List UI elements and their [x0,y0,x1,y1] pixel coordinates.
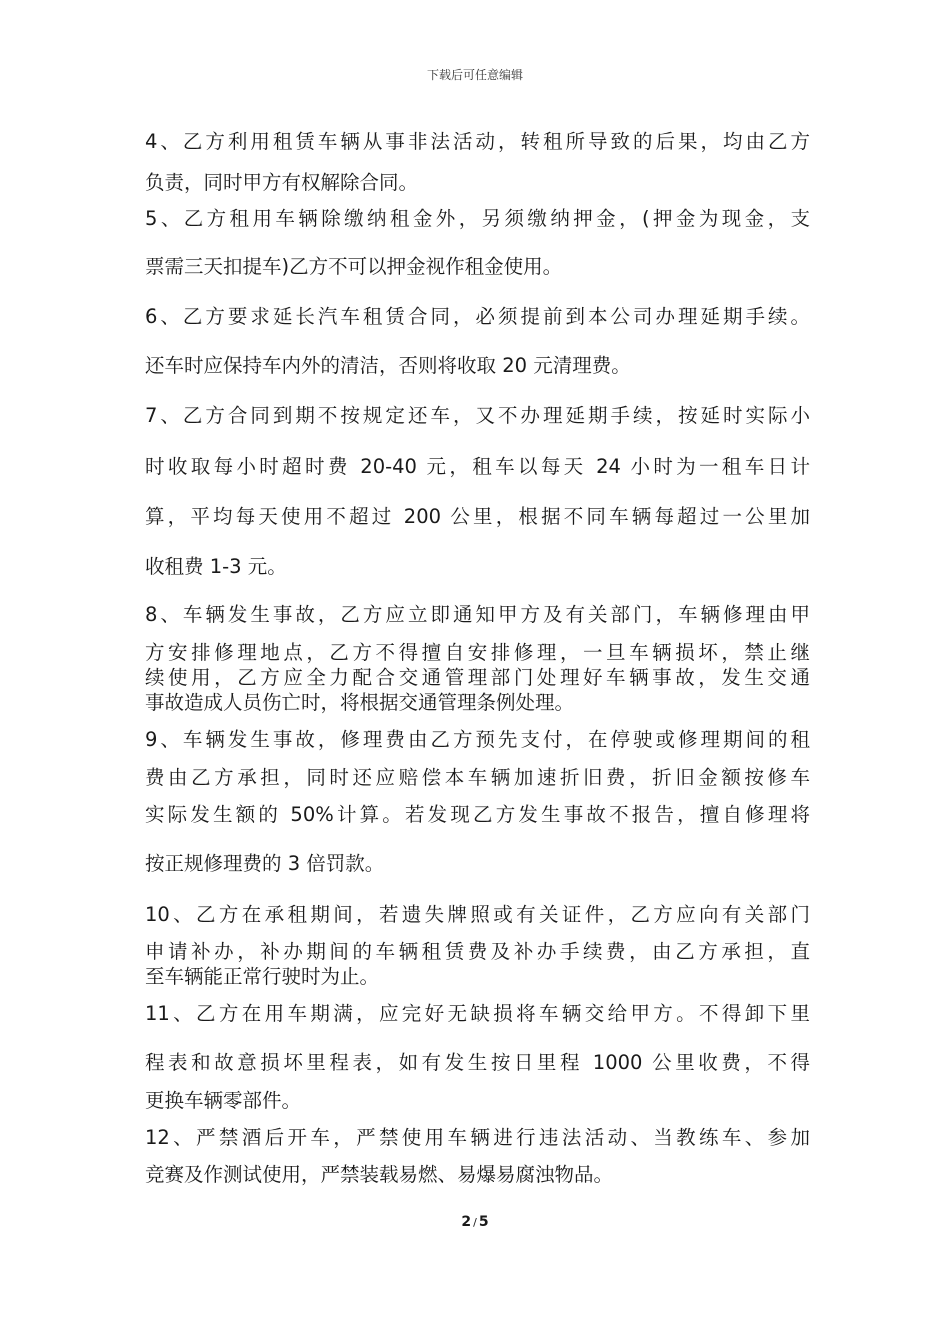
text-line: 4、乙方利用租赁车辆从事非法活动，转租所导致的后果，均由乙方 [145,130,810,153]
text-line: 按正规修理费的 3 倍罚款。 [145,852,385,875]
text-line: 时收取每小时超时费 20-40 元，租车以每天 24 小时为一租车日计 [145,455,810,478]
page-header: 下载后可任意编辑 [426,68,523,82]
text-line: 算，平均每天使用不超过 200 公里，根据不同车辆每超过一公里加 [145,505,810,528]
text-line: 6、乙方要求延长汽车租赁合同，必须提前到本公司办理延期手续。 [145,305,810,328]
current-page: 2 [461,1214,472,1230]
text-line: 方安排修理地点，乙方不得擅自安排修理，一旦车辆损坏，禁止继 [145,641,810,664]
text-line: 收租费 1-3 元。 [145,555,287,578]
text-line: 9、车辆发生事故，修理费由乙方预先支付，在停驶或修理期间的租 [145,728,810,751]
text-line: 7、乙方合同到期不按规定还车，又不办理延期手续，按延时实际小 [145,404,810,427]
text-line: 8、车辆发生事故，乙方应立即通知甲方及有关部门，车辆修理由甲 [145,603,810,626]
text-line: 申请补办，补办期间的车辆租赁费及补办手续费，由乙方承担，直 [145,940,810,963]
page-number [0,1214,950,1230]
text-line: 11、乙方在用车期满，应完好无缺损将车辆交给甲方。不得卸下里 [145,1002,810,1025]
text-line: 10、乙方在承租期间，若遗失牌照或有关证件，乙方应向有关部门 [145,903,810,926]
total-pages: 5 [478,1214,489,1230]
text-line: 负责，同时甲方有权解除合同。 [145,171,419,194]
text-line: 实际发生额的 50%计算。若发现乙方发生事故不报告，擅自修理将 [145,803,810,826]
text-line: 5、乙方租用车辆除缴纳租金外，另须缴纳押金，(押金为现金，支 [145,207,810,230]
text-line: 还车时应保持车内外的清洁，否则将收取 20 元清理费。 [145,354,631,377]
text-line: 票需三天扣提车)乙方不可以押金视作租金使用。 [145,255,563,278]
text-line: 续使用，乙方应全力配合交通管理部门处理好车辆事故，发生交通 [145,666,810,689]
text-line: 12、严禁酒后开车，严禁使用车辆进行违法活动、当教练车、参加 [145,1126,810,1149]
text-line: 程表和故意损坏里程表，如有发生按日里程 1000 公里收费，不得 [145,1051,810,1074]
text-line: 更换车辆零部件。 [145,1089,302,1112]
text-line: 费由乙方承担，同时还应赔偿本车辆加速折旧费，折旧金额按修车 [145,766,810,789]
text-line: 至车辆能正常行驶时为止。 [145,965,380,988]
page-separator: / [473,1216,477,1229]
text-line: 事故造成人员伤亡时，将根据交通管理条例处理。 [145,691,575,714]
text-line: 竞赛及作测试使用，严禁装载易燃、易爆易腐浊物品。 [145,1163,614,1186]
